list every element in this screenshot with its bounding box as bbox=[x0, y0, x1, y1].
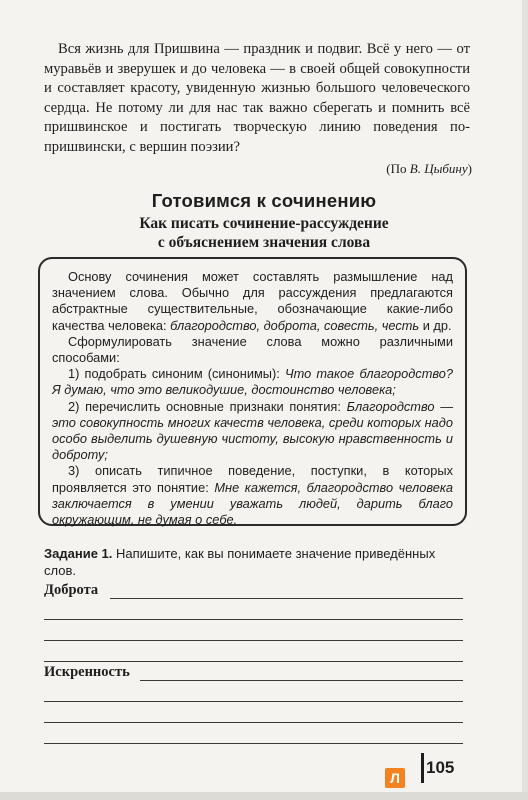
answer-line[interactable] bbox=[44, 661, 463, 662]
rule-p3-text: 1) подобрать синоним (синонимы): bbox=[68, 366, 285, 382]
rule-p1-tail: и др. bbox=[419, 317, 452, 333]
rule-p5-italic: Мне кажется, благородство человека заключается в умении уважать людей, дарить благо окружающим, не думая о себе. bbox=[52, 479, 453, 528]
answer-line[interactable] bbox=[110, 598, 463, 599]
rule-paragraph-5 bbox=[52, 463, 453, 528]
subtitle-line-2: с объяснением значения слова bbox=[157, 234, 371, 251]
word-dobrota: Доброта bbox=[44, 582, 99, 598]
answer-line[interactable] bbox=[44, 743, 463, 744]
publisher-logo: Л bbox=[385, 768, 405, 788]
section-subtitle bbox=[0, 214, 528, 252]
subtitle-line-1: Как писать сочинение-рассуждение bbox=[139, 215, 389, 232]
rule-paragraph-4 bbox=[52, 399, 453, 464]
answer-line[interactable] bbox=[44, 701, 463, 702]
rule-paragraph-2: Сформулировать значение слова можно различными способами: bbox=[52, 333, 453, 366]
quote-text: Вся жизнь для Пришвина — праздник и подвиг. Всё у него — от муравьёв и зверушек и до человека — в своей общей совокупности и составляет красоту, увиденную жизнью большого человеческого сердца. Не потому ли для нас так важно сберегать и помнить всё пришвинское и постигать творческую линию поведения по-пришвински, с вершин поэзии? bbox=[44, 41, 470, 155]
rule-p4-italic: Благородство — это совокупность многих качеств человека, среди которых надо особо выделить душевную чистоту, высокую нравственность и доброту; bbox=[52, 398, 453, 463]
rule-p1-italic: благородство, доброта, совесть, честь bbox=[170, 317, 420, 333]
section-title: Готовимся к сочинению bbox=[151, 190, 377, 211]
rule-p1-text: Основу сочинения может составлять размышление над значением слова. Обычно для рассуждения предлагаются абстрактные существительные, обозначающие какие-либо качества человека: bbox=[52, 269, 453, 333]
page-edge bbox=[522, 0, 528, 800]
rule-paragraph-3 bbox=[52, 366, 453, 398]
rule-p3-italic: Что такое благородство? Я думаю, что это великодушие, достоинство человека; bbox=[52, 366, 453, 398]
page-number: 105 bbox=[426, 758, 455, 777]
page-number-bar bbox=[421, 753, 424, 783]
answer-line[interactable] bbox=[140, 680, 463, 681]
word-iskrennost: Искренность bbox=[44, 664, 130, 680]
task-label: Задание 1. bbox=[44, 546, 113, 561]
answer-line[interactable] bbox=[44, 640, 463, 641]
rule-p5-text: 3) описать типичное поведение, поступки, в которых проявляется это понятие: bbox=[52, 463, 453, 495]
quote-attribution bbox=[386, 161, 472, 177]
rule-paragraph-1 bbox=[52, 269, 453, 334]
attribution-suffix: ) bbox=[467, 161, 472, 176]
page-edge-bottom bbox=[0, 792, 528, 800]
rule-p4-text: 2) перечислить основные признаки понятия: bbox=[68, 398, 347, 414]
task-1 bbox=[44, 545, 470, 579]
rule-box bbox=[38, 257, 467, 526]
task-text: Напишите, как вы понимаете значение приведённых слов. bbox=[44, 546, 436, 578]
answer-line[interactable] bbox=[44, 722, 463, 723]
answer-line[interactable] bbox=[44, 619, 463, 620]
quote-paragraph bbox=[44, 40, 470, 158]
attribution-author: В. Цыбину bbox=[409, 161, 468, 176]
attribution-prefix: (По bbox=[386, 161, 410, 176]
